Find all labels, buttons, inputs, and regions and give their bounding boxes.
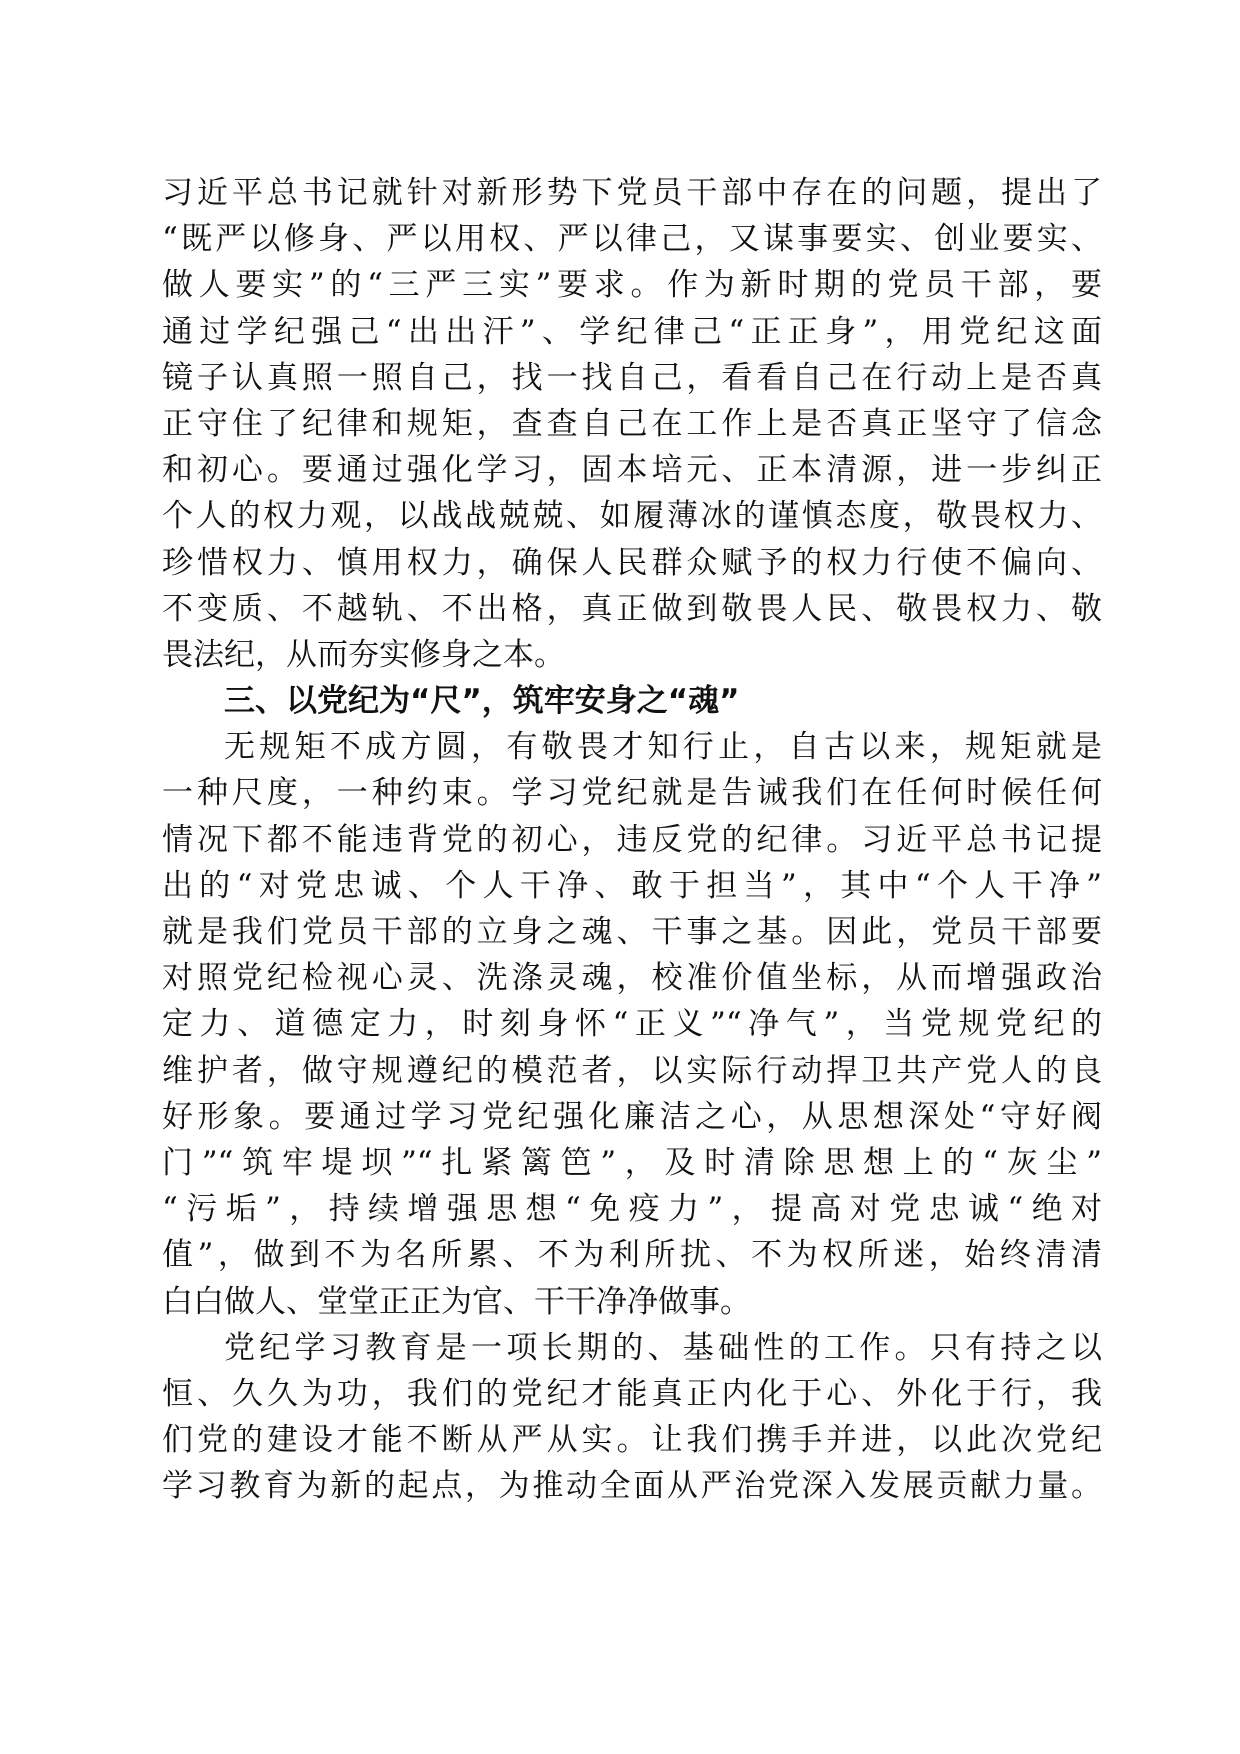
paragraph-self-cultivation [162,170,1102,678]
text-line: 定力、道德定力，时刻身怀“正义”“净气”，当党规党纪的 [162,1006,1102,1043]
text-line: 和初心。要通过强化学习，固本培元、正本清源，进一步纠正 [162,452,1102,489]
text-line: 好形象。要通过学习党纪强化廉洁之心，从思想深处“守好阀 [162,1098,1102,1135]
text-line: 恒、久久为功，我们的党纪才能真正内化于心、外化于行，我 [162,1375,1102,1412]
text-line: 出的“对党忠诚、个人干净、敢于担当”，其中“个人干净” [162,867,1102,904]
text-line: 党纪学习教育是一项长期的、基础性的工作。只有持之以 [224,1329,1102,1366]
text-line: 无规矩不成方圆，有敬畏才知行止，自古以来，规矩就是 [224,729,1102,766]
text-line: 白白做人、堂堂正正为官、干干净净做事。 [162,1283,751,1320]
section-heading-3: 三、以党纪为“尺”，筑牢安身之“魂” [224,683,740,720]
text-line: 个人的权力观，以战战兢兢、如履薄冰的谨慎态度，敬畏权力、 [162,498,1102,535]
paragraph-conclusion [162,1325,1102,1510]
text-line: 通过学纪强己“出出汗”、学纪律己“正正身”，用党纪这面 [162,313,1102,350]
text-line: 值”，做到不为名所累、不为利所扰、不为权所迷，始终清清 [162,1237,1102,1274]
text-line: 门”“筑牢堤坝”“扎紧篱笆”，及时清除思想上的“灰尘” [162,1144,1102,1181]
text-line: “污垢”，持续增强思想“免疫力”，提高对党忠诚“绝对 [162,1191,1102,1228]
text-line: 做人要实”的“三严三实”要求。作为新时期的党员干部，要 [162,267,1102,304]
text-line: 镜子认真照一照自己，找一找自己，看看自己在行动上是否真 [162,359,1102,396]
paragraph-discipline-ruler [162,724,1102,1324]
text-line: 一种尺度，一种约束。学习党纪就是告诫我们在任何时候任何 [162,775,1102,812]
text-line: 不变质、不越轨、不出格，真正做到敬畏人民、敬畏权力、敬 [162,590,1102,627]
text-line: 学习教育为新的起点，为推动全面从严治党深入发展贡献力量。 [162,1468,1102,1505]
text-line: “既严以修身、严以用权、严以律己，又谋事要实、创业要实、 [162,221,1102,258]
text-line: 们党的建设才能不断从严从实。让我们携手并进，以此次党纪 [162,1422,1102,1459]
text-line: 习近平总书记就针对新形势下党员干部中存在的问题，提出了 [162,175,1102,211]
text-line: 珍惜权力、慎用权力，确保人民群众赋予的权力行使不偏向、 [162,544,1102,581]
text-line: 畏法纪，从而夯实修身之本。 [162,636,565,673]
text-line: 正守住了纪律和规矩，查查自己在工作上是否真正坚守了信念 [162,405,1102,442]
document-body [162,170,1102,1509]
text-line: 维护者，做守规遵纪的模范者，以实际行动捍卫共产党人的良 [162,1052,1102,1089]
text-line: 情况下都不能违背党的初心，违反党的纪律。习近平总书记提 [162,821,1102,858]
text-line: 就是我们党员干部的立身之魂、干事之基。因此，党员干部要 [162,914,1102,950]
text-line: 对照党纪检视心灵、洗涤灵魂，校准价值坐标，从而增强政治 [162,960,1102,997]
